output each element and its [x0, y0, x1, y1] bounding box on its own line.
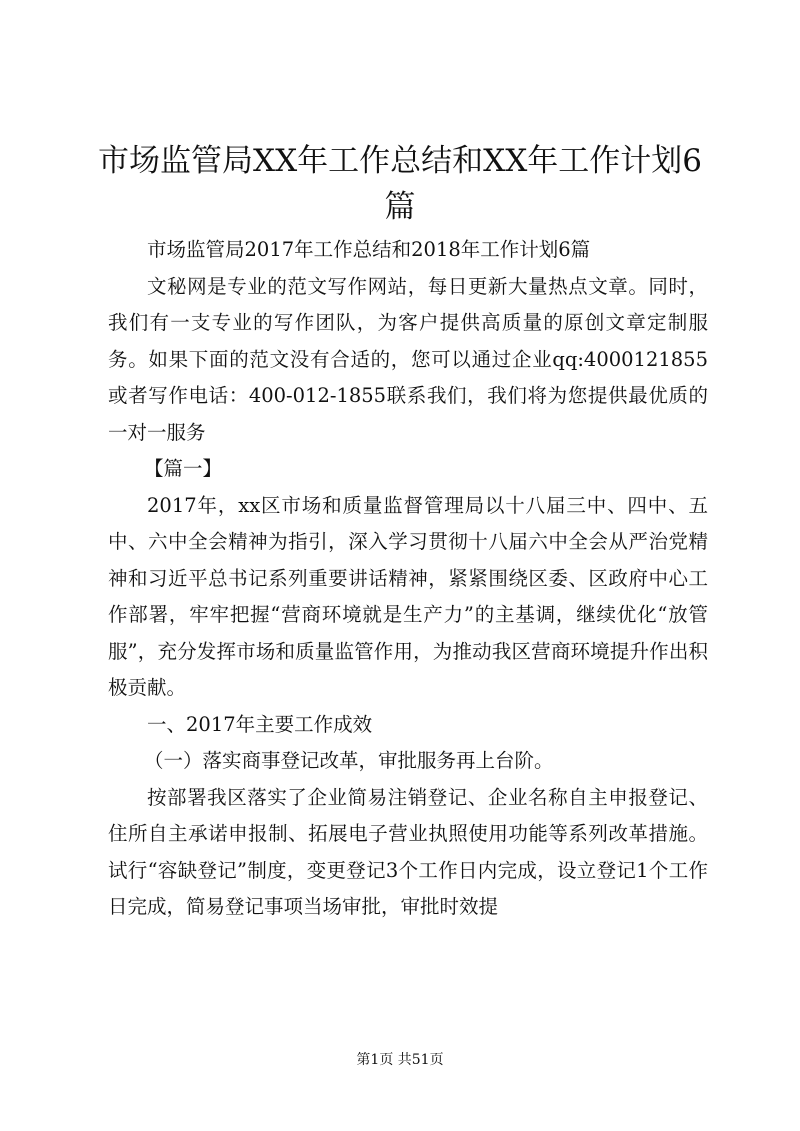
intro-paragraph: 文秘网是专业的范文写作网站，每日更新大量热点文章。同时，我们有一支专业的写作团队，为客户提供高质量的原创文章定制服务。如果下面的范文没有合适的，您可以通过企业qq:4000121855或者写作电话：400-012-1855联系我们，我们将为您提供最优质的一对一服务	[108, 274, 708, 444]
page-number-footer: 第1页 共51页	[356, 1052, 444, 1068]
document-body	[108, 232, 708, 926]
subtitle-paragraph: 市场监管局2017年工作总结和2018年工作计划6篇	[147, 238, 591, 261]
body-paragraph: 按部署我区落实了企业简易注销登记、企业名称自主申报登记、住所自主承诺申报制、拓展电子营业执照使用功能等系列改革措施。试行“容缺登记”制度，变更登记3个工作日内完成，设立登记1个工作日完成，简易登记事项当场审批，审批时效提	[108, 785, 708, 918]
section-heading: 一、2017年主要工作成效	[147, 712, 373, 736]
body-paragraph: 2017年，xx区市场和质量监督管理局以十八届三中、四中、五中、六中全会精神为指引，深入学习贯彻十八届六中全会从严治党精神和习近平总书记系列重要讲话精神，紧紧围绕区委、区政府中心工作部署，牢牢把握“营商环境就是生产力”的主基调，继续优化“放管服”，充分发挥市场和质量监管作用，为推动我区营商环境提升作出积极贡献。	[108, 493, 708, 699]
document-title: 市场监管局XX年工作总结和XX年工作计划6篇	[98, 143, 702, 225]
section-heading-part-one: 【篇一】	[144, 457, 223, 480]
subsection-heading: （一）落实商事登记改革，审批服务再上台阶。	[144, 749, 554, 772]
